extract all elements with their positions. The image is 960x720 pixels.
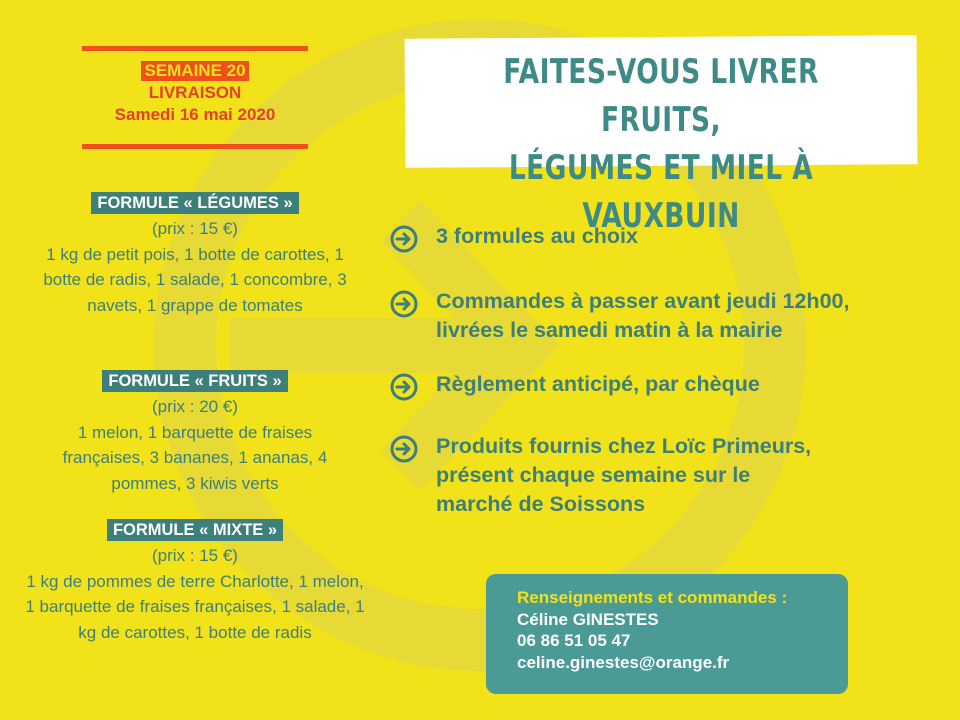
week-label: SEMAINE 20 (141, 61, 248, 81)
formula-title: FORMULE « LÉGUMES » (91, 192, 298, 214)
arrow-circle-icon (390, 225, 418, 253)
bullet-item (390, 287, 950, 345)
contact-phone[interactable]: 06 86 51 05 47 (517, 631, 631, 650)
header-bottom-rule (82, 144, 308, 149)
page-title (461, 48, 860, 240)
contact-email[interactable]: celine.ginestes@orange.fr (517, 652, 730, 672)
bullet-text: Commandes à passer avant jeudi 12h00, livrées le samedi matin à la mairie (436, 289, 850, 342)
formula-title: FORMULE « MIXTE » (107, 519, 283, 541)
contact-info (517, 587, 787, 673)
formula-price: (prix : 15 €) (152, 219, 238, 238)
formula-price: (prix : 15 €) (152, 546, 238, 565)
bullet-text: 3 formules au choix (436, 224, 638, 248)
arrow-circle-icon (390, 290, 418, 318)
arrow-circle-icon (390, 435, 418, 463)
formula-price: (prix : 20 €) (152, 397, 238, 416)
delivery-header (82, 60, 308, 126)
formula-fruits (20, 368, 370, 496)
bullet-item (390, 222, 950, 253)
title-line-1: FAITES-VOUS LIVRER FRUITS, (503, 52, 819, 140)
bullet-item (390, 370, 950, 401)
contact-name: Céline GINESTES (517, 609, 659, 629)
delivery-label: LIVRAISON (148, 83, 242, 102)
title-line-2: LÉGUMES ET MIEL À VAUXBUIN (508, 148, 814, 236)
formula-content: 1 melon, 1 barquette de fraises françaises, 3 bananes, 1 ananas, 4 pommes, 3 kiwis verts (62, 422, 328, 493)
formula-content: 1 kg de pommes de terre Charlotte, 1 melon, 1 barquette de fraises françaises, 1 salade, 1 kg de carottes, 1 botte de radis (25, 571, 365, 642)
delivery-date: Samedi 16 mai 2020 (114, 105, 276, 124)
formula-title: FORMULE « FRUITS » (102, 370, 287, 392)
arrow-circle-icon (390, 373, 418, 401)
contact-heading: Renseignements et commandes : (517, 588, 788, 607)
bullet-text: Produits fournis chez Loïc Primeurs, présent chaque semaine sur le marché de Soissons (436, 434, 812, 516)
bullet-item (390, 432, 950, 519)
formula-content: 1 kg de petit pois, 1 botte de carottes, 1 botte de radis, 1 salade, 1 concombre, 3 navets, 1 grappe de tomates (43, 244, 347, 315)
formula-legumes (20, 190, 370, 318)
bullet-text: Règlement anticipé, par chèque (436, 372, 760, 396)
formula-mixte (20, 517, 370, 645)
header-top-rule (82, 46, 308, 51)
